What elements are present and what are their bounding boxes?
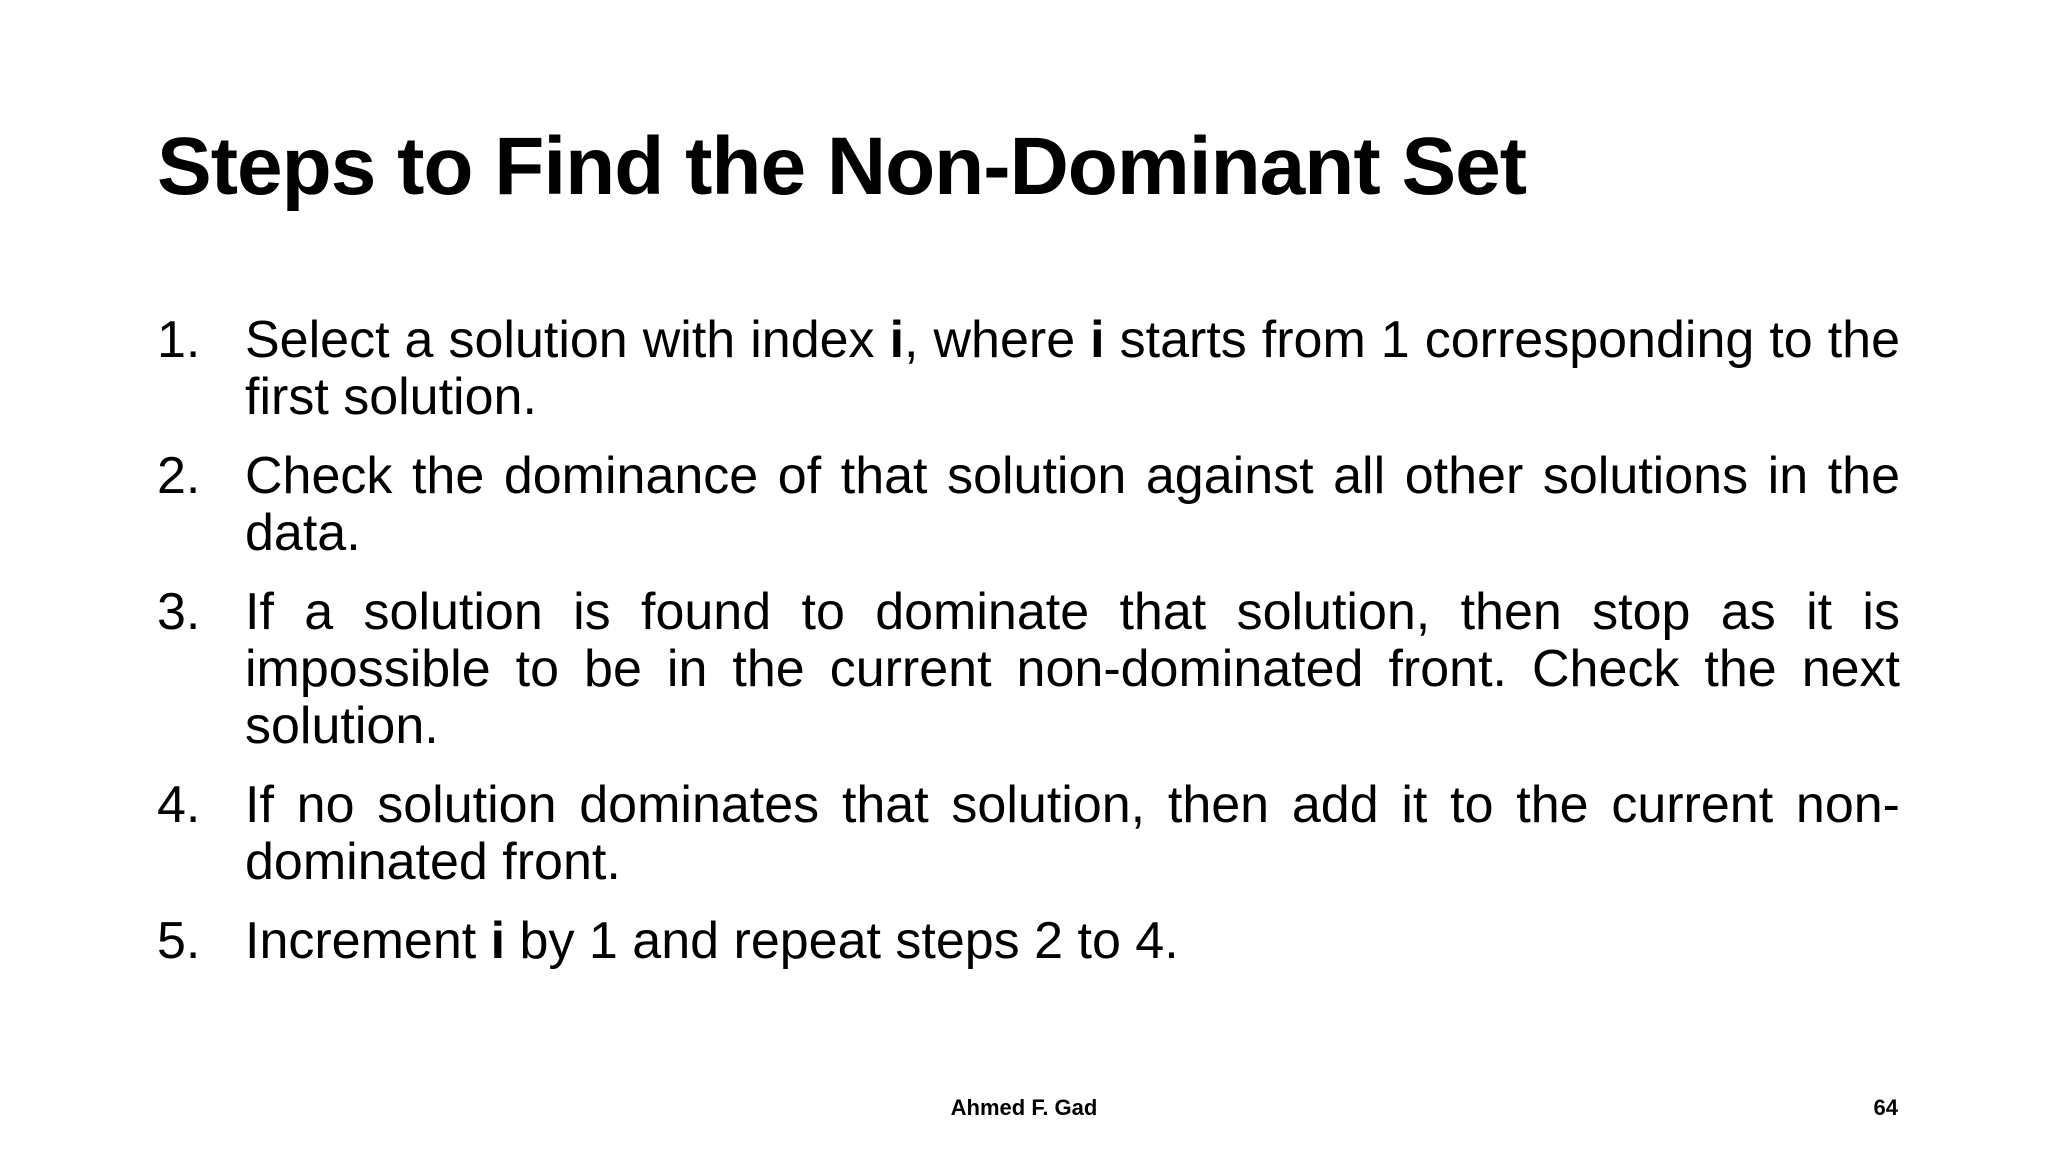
step-text [245,777,1900,891]
step-number: 2. [157,447,201,505]
step-text-segment: Select a solution with index [245,311,890,369]
list-item [157,312,1900,426]
list-item [157,913,1900,970]
index-variable: i [1090,311,1105,369]
step-text [245,584,1900,755]
step-number: 4. [157,776,201,834]
list-item [157,777,1900,891]
step-number: 3. [157,583,201,641]
index-variable: i [889,311,905,369]
step-text-segment: If a solution is found to dominate that solution, then stop as it is impossible to be in the current non-dominated front. Check the next solution. [245,583,1900,755]
step-text [245,448,1900,562]
footer-author: Ahmed F. Gad [950,1095,1098,1120]
step-text-segment: , where [904,311,1091,369]
step-text-segment: starts from 1 corresponding to the first solution. [245,311,1900,426]
list-item [157,584,1900,755]
step-text [245,312,1900,426]
step-text-segment: If no solution dominates that solution, then add it to the current non-dominated front. [245,776,1900,891]
index-variable: i [490,912,506,970]
step-number: 5. [157,912,201,970]
step-text-segment: by 1 and repeat steps 2 to 4. [505,912,1179,970]
steps-list [157,312,1900,992]
step-text [245,913,1900,970]
step-number: 1. [157,311,201,369]
list-item [157,448,1900,562]
step-text-segment: Check the dominance of that solution against all other solutions in the data. [245,447,1900,562]
page-number: 64 [1873,1095,1898,1120]
step-text-segment: Increment [245,912,491,970]
slide-title: Steps to Find the Non-Dominant Set [157,121,1527,212]
